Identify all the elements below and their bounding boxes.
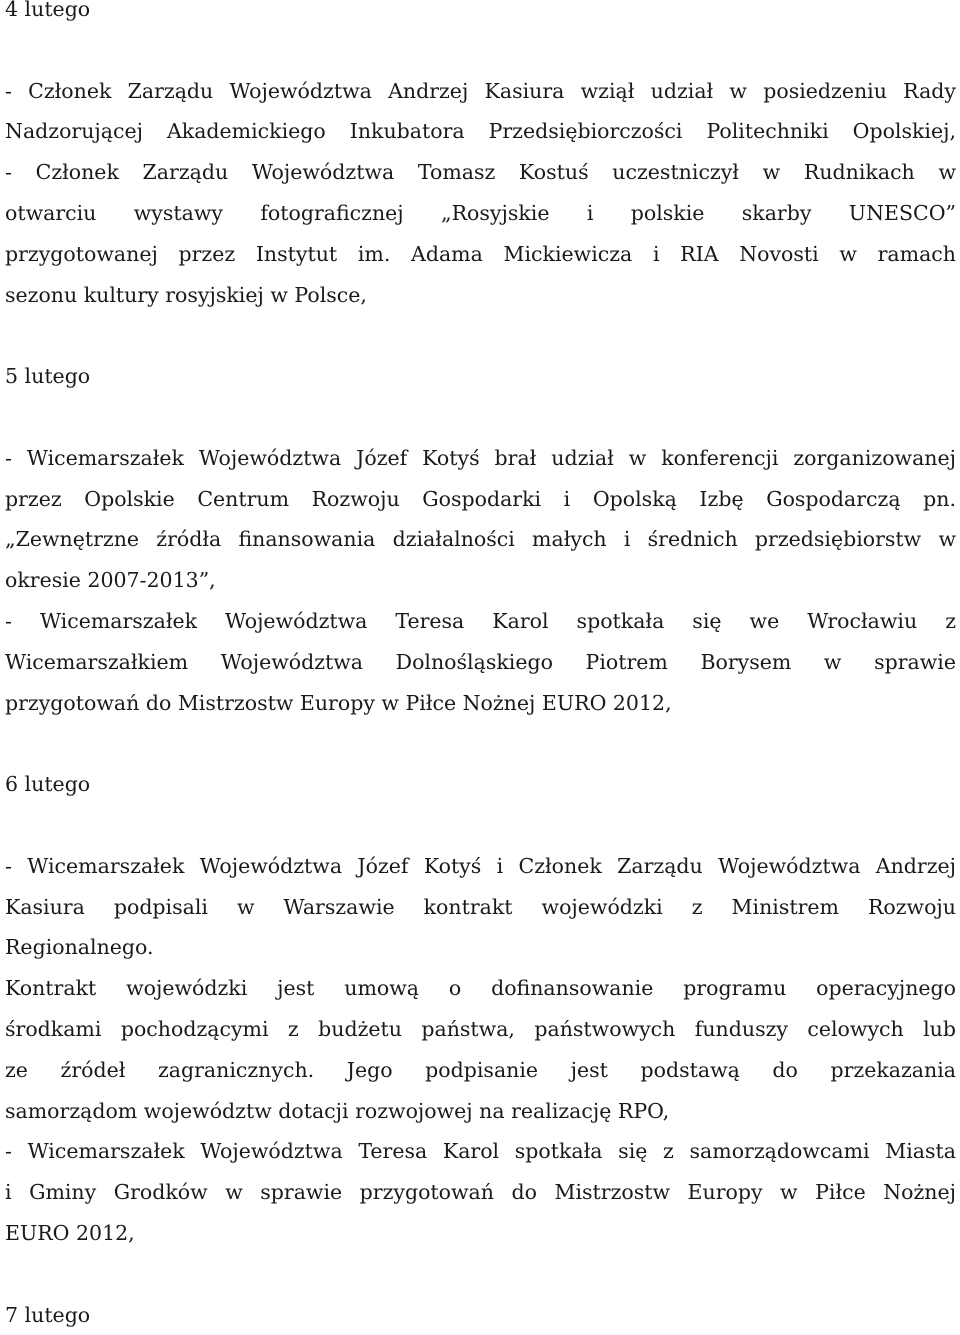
paragraph-line: - Wicemarszałek Województwa Józef Kotyś i Członek Zarządu Województwa Andrzej bbox=[5, 846, 956, 887]
document-page bbox=[5, 0, 956, 1335]
paragraph-line: - Członek Zarządu Województwa Andrzej Kasiura wziął udział w posiedzeniu Rady bbox=[5, 71, 956, 112]
spacer bbox=[5, 805, 956, 846]
spacer bbox=[5, 397, 956, 438]
paragraph-line: i Gminy Grodków w sprawie przygotowań do Mistrzostw Europy w Piłce Nożnej bbox=[5, 1172, 956, 1213]
date-heading: 5 lutego bbox=[5, 356, 956, 397]
paragraph-line: EURO 2012, bbox=[5, 1213, 956, 1254]
paragraph-line: Kontrakt wojewódzki jest umową o dofinansowanie programu operacyjnego bbox=[5, 968, 956, 1009]
paragraph-line: - Wicemarszałek Województwa Teresa Karol spotkała się we Wrocławiu z bbox=[5, 601, 956, 642]
paragraph-line: ze źródeł zagranicznych. Jego podpisanie jest podstawą do przekazania bbox=[5, 1050, 956, 1091]
paragraph-line: - Wicemarszałek Województwa Teresa Karol spotkała się z samorządowcami Miasta bbox=[5, 1131, 956, 1172]
date-heading: 7 lutego bbox=[5, 1295, 956, 1335]
paragraph-line: Nadzorującej Akademickiego Inkubatora Przedsiębiorczości Politechniki Opolskiej, bbox=[5, 111, 956, 152]
paragraph-line: przygotowanej przez Instytut im. Adama Mickiewicza i RIA Novosti w ramach bbox=[5, 234, 956, 275]
date-heading: 6 lutego bbox=[5, 764, 956, 805]
spacer bbox=[5, 315, 956, 356]
paragraph-line: Wicemarszałkiem Województwa Dolnośląskiego Piotrem Borysem w sprawie bbox=[5, 642, 956, 683]
paragraph-line: - Członek Zarządu Województwa Tomasz Kostuś uczestniczył w Rudnikach w bbox=[5, 152, 956, 193]
paragraph-line: okresie 2007-2013”, bbox=[5, 560, 956, 601]
paragraph-line: - Wicemarszałek Województwa Józef Kotyś brał udział w konferencji zorganizowanej bbox=[5, 438, 956, 479]
spacer bbox=[5, 30, 956, 71]
paragraph-line: środkami pochodzącymi z budżetu państwa, państwowych funduszy celowych lub bbox=[5, 1009, 956, 1050]
paragraph-line: samorządom województw dotacji rozwojowej na realizację RPO, bbox=[5, 1091, 956, 1132]
paragraph-line: Regionalnego. bbox=[5, 927, 956, 968]
paragraph-line: Kasiura podpisali w Warszawie kontrakt wojewódzki z Ministrem Rozwoju bbox=[5, 887, 956, 928]
paragraph-line: przez Opolskie Centrum Rozwoju Gospodarki i Opolską Izbę Gospodarczą pn. bbox=[5, 479, 956, 520]
paragraph-line: otwarciu wystawy fotograficznej „Rosyjskie i polskie skarby UNESCO” bbox=[5, 193, 956, 234]
spacer bbox=[5, 1254, 956, 1295]
paragraph-line: sezonu kultury rosyjskiej w Polsce, bbox=[5, 275, 956, 316]
paragraph-line: „Zewnętrzne źródła finansowania działalności małych i średnich przedsiębiorstw w bbox=[5, 519, 956, 560]
date-heading: 4 lutego bbox=[5, 0, 956, 30]
paragraph-line: przygotowań do Mistrzostw Europy w Piłce Nożnej EURO 2012, bbox=[5, 683, 956, 724]
spacer bbox=[5, 723, 956, 764]
